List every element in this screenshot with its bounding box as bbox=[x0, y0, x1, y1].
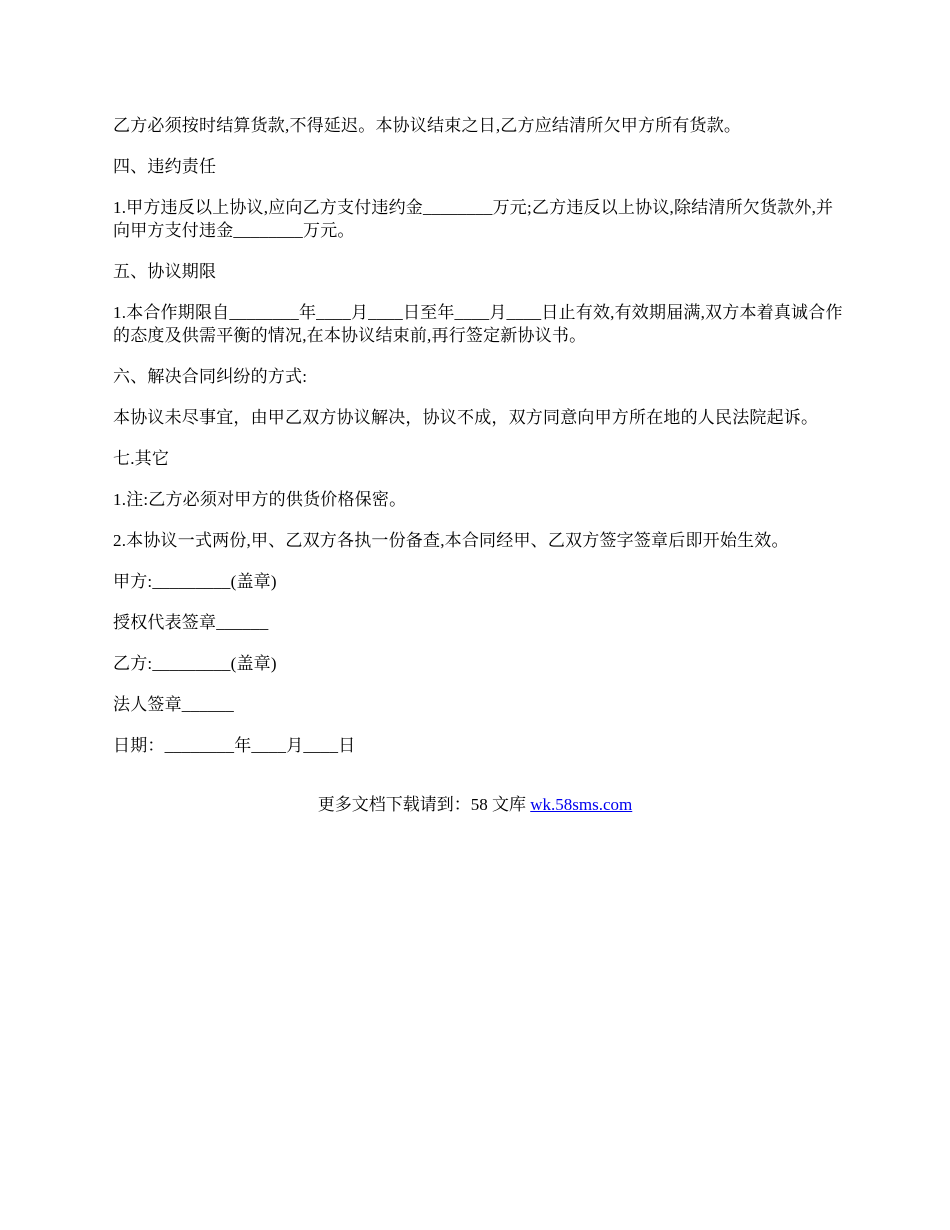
paragraph-dispute: 本协议未尽事宜，由甲乙双方协议解决，协议不成，双方同意向甲方所在地的人民法院起诉。 bbox=[113, 408, 819, 427]
signature-party-b: 乙方:_________(盖章) bbox=[113, 654, 277, 673]
paragraph-term: 1.本合作期限自________年____月____日至年____月____日止有效,有效期届满,双方本着真诚合作的态度及供需平衡的情况,在本协议结束前,再行签定新协议书。 bbox=[113, 303, 843, 345]
section-heading-dispute: 六、解决合同纠纷的方式: bbox=[113, 367, 308, 386]
section-heading-term: 五、协议期限 bbox=[113, 262, 217, 281]
footer-text: 更多文档下载请到：58 文库 bbox=[317, 795, 531, 814]
document-body bbox=[113, 114, 843, 775]
paragraph-confidential: 1.注:乙方必须对甲方的供货价格保密。 bbox=[113, 490, 407, 509]
signature-date: 日期：________年____月____日 bbox=[113, 736, 356, 755]
footer-link[interactable]: wk.58sms.com bbox=[530, 795, 633, 814]
section-heading-other: 七.其它 bbox=[113, 449, 170, 468]
section-heading-breach: 四、违约责任 bbox=[113, 157, 217, 176]
signature-party-a: 甲方:_________(盖章) bbox=[113, 572, 277, 591]
paragraph-copies: 2.本协议一式两份,甲、乙双方各执一份备查,本合同经甲、乙双方签字签章后即开始生效。 bbox=[113, 531, 789, 550]
paragraph-penalty: 1.甲方违反以上协议,应向乙方支付违约金________万元;乙方违反以上协议,除结清所欠货款外,并向甲方支付违金________万元。 bbox=[113, 198, 834, 240]
signature-legal-person: 法人签章______ bbox=[113, 695, 234, 714]
download-footer bbox=[0, 793, 950, 816]
paragraph-settlement: 乙方必须按时结算货款,不得延迟。本协议结束之日,乙方应结清所欠甲方所有货款。 bbox=[113, 116, 742, 135]
signature-authorized-rep: 授权代表签章______ bbox=[113, 613, 269, 632]
